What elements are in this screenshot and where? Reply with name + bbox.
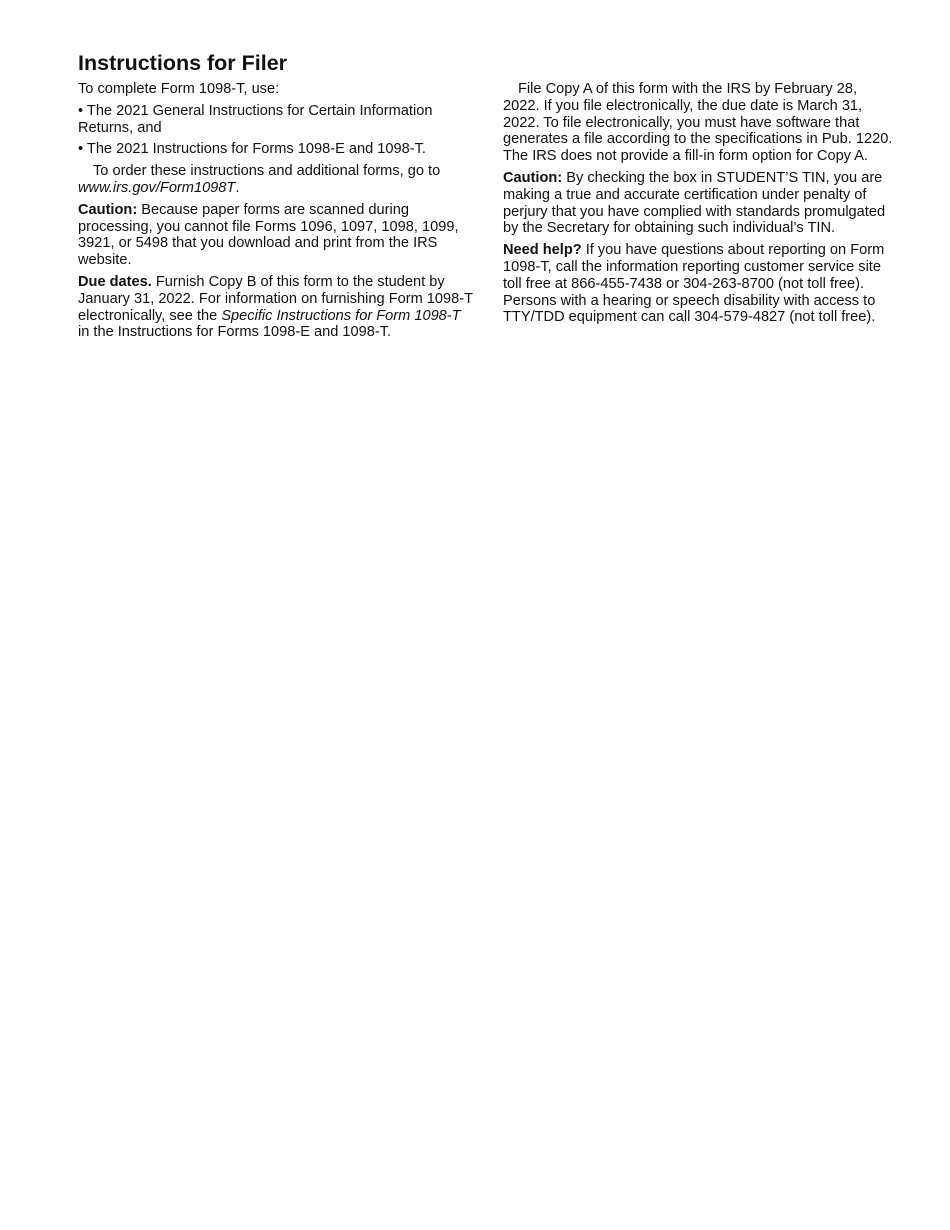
need-help-label: Need help? bbox=[503, 242, 582, 259]
bullet-form-instructions: • The 2021 Instructions for Forms 1098-E and 1098-T. bbox=[78, 141, 426, 158]
caution-label: Caution: bbox=[78, 201, 138, 218]
right-column bbox=[503, 81, 895, 331]
file-copy-a-paragraph: File Copy A of this form with the IRS by February 28, 2022. If you file electronically, the due date is March 31, 2022. To file electronically, you must have software that generates a file according to the specifications in Pub. 1220. The IRS does not provide a fill-in form option for Copy A. bbox=[503, 81, 893, 165]
intro-text: To complete Form 1098-T, use: bbox=[78, 81, 280, 97]
caution-paragraph bbox=[78, 202, 473, 269]
due-dates-paragraph bbox=[78, 274, 473, 341]
due-dates-text: Furnish Copy B of this form to the student by January 31, 2022. For information on furnishing Form 1098-T electronically, see the bbox=[78, 273, 473, 324]
student-tin-caution-paragraph bbox=[503, 170, 895, 237]
order-text: To order these instructions and additional forms, go to bbox=[93, 163, 441, 180]
irs-form-link[interactable]: www.irs.gov/Form1098T bbox=[78, 179, 236, 196]
page-title: Instructions for Filer bbox=[78, 51, 288, 75]
need-help-paragraph bbox=[503, 242, 895, 326]
specific-instructions-ref: Specific Instructions for Form 1098-T bbox=[221, 307, 461, 324]
left-column bbox=[78, 81, 473, 346]
due-dates-label: Due dates. bbox=[78, 273, 152, 290]
order-end: . bbox=[235, 179, 240, 196]
caution-text: Because paper forms are scanned during processing, you cannot file Forms 1096, 1097, 1098, 1099, 3921, or 5498 that you download and print from the IRS website. bbox=[78, 201, 459, 269]
due-dates-text-end: in the Instructions for Forms 1098-E and 1098-T. bbox=[78, 324, 392, 341]
caution-text: By checking the box in STUDENT’S TIN, you are making a true and accurate certification under penalty of perjury that you have complied with standards promulgated by the Secretary for obtaining such individual’s TIN. bbox=[503, 169, 886, 237]
need-help-text: If you have questions about reporting on Form 1098-T, call the information reporting customer service site toll free at 866-455-7438 or 304-263-8700 (not toll free). Persons with a hearing or speech disability with access to TTY/TDD equipment can call 304-579-4827 (not toll free). bbox=[503, 242, 885, 326]
order-paragraph bbox=[78, 163, 473, 197]
bullet-general-instructions: • The 2021 General Instructions for Certain Information Returns, and bbox=[78, 102, 433, 136]
caution-label: Caution: bbox=[503, 169, 563, 186]
